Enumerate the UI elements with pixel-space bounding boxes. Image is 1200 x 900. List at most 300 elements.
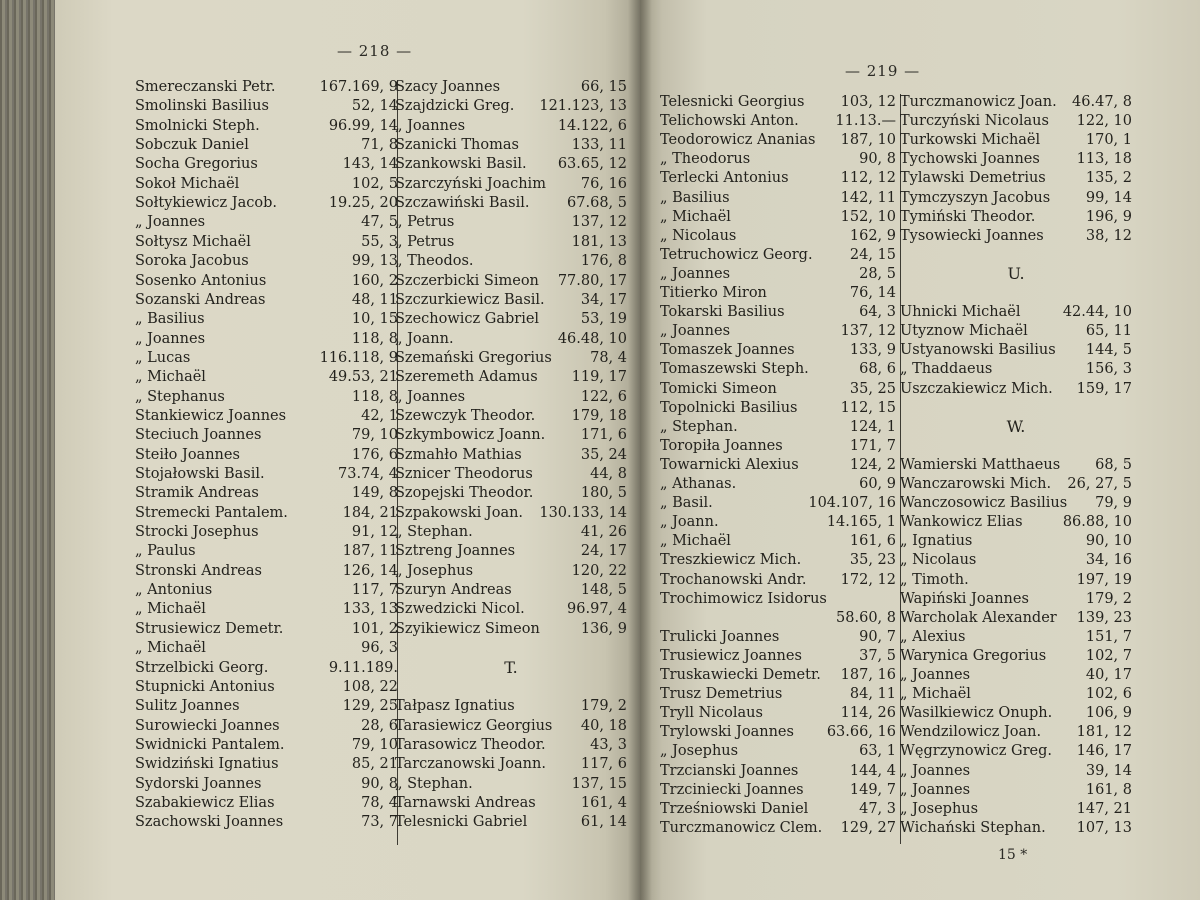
entry-name: Strzelbicki Georg. bbox=[135, 659, 269, 676]
entry-name: Wasilkiewicz Onuph. bbox=[900, 705, 1053, 722]
entry-name: „ Josephus bbox=[660, 743, 739, 760]
left-page-number: — 218 — bbox=[337, 42, 413, 60]
entry-name: Sołtysz Michaël bbox=[135, 233, 251, 250]
entry-name: Socha Gregorius bbox=[135, 156, 258, 173]
entry-pages: 180, 5 bbox=[580, 485, 627, 502]
binding-gutter bbox=[628, 0, 652, 900]
entry-name: Szechowicz Gabriel bbox=[395, 311, 540, 328]
entry-name: „ Nicolaus bbox=[900, 552, 977, 569]
entry-name: Strocki Josephus bbox=[135, 524, 259, 541]
entry-name: Trzciniecki Joannes bbox=[660, 781, 804, 798]
entry-name: „ Joannes bbox=[900, 781, 971, 798]
entry-pages: 136, 9 bbox=[580, 620, 627, 637]
entry-name: Szanicki Thomas bbox=[395, 137, 519, 154]
entry-name: Uszczakiewicz Mich. bbox=[900, 380, 1053, 397]
index-entry bbox=[900, 493, 1132, 513]
index-entry bbox=[660, 722, 896, 742]
index-entry bbox=[135, 561, 398, 581]
entry-pages: 196, 9 bbox=[1085, 208, 1132, 225]
entry-name: „ Basil. bbox=[660, 495, 713, 512]
index-entry bbox=[395, 735, 627, 755]
index-entry bbox=[900, 818, 1132, 838]
index-entry bbox=[135, 793, 398, 813]
entry-name: Warynica Gregorius bbox=[900, 647, 1047, 664]
entry-pages: 121.123, 13 bbox=[539, 98, 627, 115]
index-entry bbox=[395, 329, 627, 349]
index-entry bbox=[900, 608, 1132, 628]
entry-name: Sydorski Joannes bbox=[135, 775, 262, 792]
entry-pages: 28, 6 bbox=[361, 717, 398, 734]
index-entry bbox=[900, 627, 1132, 647]
entry-name: „ Stephan. bbox=[395, 524, 473, 541]
entry-pages: 104.107, 16 bbox=[808, 495, 896, 512]
entry-pages: 142, 11 bbox=[840, 189, 896, 206]
entry-pages: 90, 8 bbox=[859, 151, 896, 168]
entry-name: „ Petrus bbox=[395, 214, 455, 231]
entry-name: Szewczyk Theodor. bbox=[395, 407, 536, 424]
entry-name: Swidziński Ignatius bbox=[135, 756, 279, 773]
index-entry bbox=[660, 550, 896, 570]
index-entry bbox=[395, 812, 627, 832]
entry-pages: 144, 5 bbox=[1085, 342, 1132, 359]
index-entry bbox=[395, 174, 627, 194]
index-entry bbox=[135, 774, 398, 794]
entry-pages: 78, 4 bbox=[361, 794, 398, 811]
entry-pages: 172, 12 bbox=[840, 571, 896, 588]
index-entry bbox=[135, 387, 398, 407]
entry-pages: 156, 3 bbox=[1085, 361, 1132, 378]
entry-pages: 19.25, 20 bbox=[328, 195, 398, 212]
section-letter-heading bbox=[900, 264, 1132, 284]
entry-pages: 129, 27 bbox=[840, 819, 896, 836]
index-entry bbox=[395, 580, 627, 600]
index-entry bbox=[900, 646, 1132, 666]
index-entry bbox=[395, 464, 627, 484]
entry-pages: 28, 5 bbox=[859, 265, 896, 282]
entry-pages: 77.80, 17 bbox=[557, 272, 627, 289]
entry-pages: 48, 11 bbox=[351, 291, 398, 308]
entry-name: Trochanowski Andr. bbox=[660, 571, 807, 588]
index-entry bbox=[900, 512, 1132, 532]
entry-name: Szkymbowicz Joann. bbox=[395, 427, 546, 444]
entry-name: Wankowicz Elias bbox=[900, 514, 1023, 531]
entry-pages: 126, 14 bbox=[342, 562, 398, 579]
index-entry bbox=[660, 761, 896, 781]
index-entry bbox=[395, 77, 627, 97]
index-entry bbox=[900, 245, 1132, 265]
entry-name: „ Basilius bbox=[660, 189, 730, 206]
index-entry bbox=[395, 599, 627, 619]
entry-pages: 171, 6 bbox=[580, 427, 627, 444]
index-entry bbox=[395, 696, 627, 716]
entry-pages: 113, 18 bbox=[1076, 151, 1132, 168]
entry-name: Wendzilowicz Joan. bbox=[900, 724, 1042, 741]
index-entry bbox=[900, 302, 1132, 322]
entry-pages: 112, 15 bbox=[840, 399, 896, 416]
entry-name: Teodorowicz Ananias bbox=[660, 132, 816, 149]
entry-name: Szczawiński Basil. bbox=[395, 195, 530, 212]
entry-pages: 102, 6 bbox=[1085, 686, 1132, 703]
entry-pages: 107, 13 bbox=[1076, 819, 1132, 836]
index-entry bbox=[395, 445, 627, 465]
index-entry bbox=[900, 226, 1132, 246]
entry-pages: 76, 16 bbox=[580, 175, 627, 192]
entry-pages: 44, 8 bbox=[590, 466, 627, 482]
index-entry bbox=[660, 283, 896, 303]
index-entry bbox=[660, 570, 896, 590]
index-entry bbox=[135, 599, 398, 619]
entry-pages: 96, 3 bbox=[361, 640, 398, 657]
entry-name: Szarczyński Joachim bbox=[395, 175, 546, 192]
entry-pages: 181, 13 bbox=[571, 233, 627, 250]
index-entry bbox=[135, 716, 398, 736]
entry-name: Szczurkiewicz Basil. bbox=[395, 291, 545, 308]
entry-pages: 187, 16 bbox=[840, 667, 896, 683]
index-entry bbox=[135, 735, 398, 755]
entry-pages: 85, 21 bbox=[351, 756, 398, 773]
entry-pages: 90, 7 bbox=[859, 628, 896, 645]
index-entry bbox=[660, 818, 896, 838]
entry-pages: 137, 12 bbox=[840, 323, 896, 340]
entry-pages: 161, 4 bbox=[580, 794, 627, 811]
index-entry bbox=[900, 684, 1132, 704]
index-entry bbox=[660, 207, 896, 227]
entry-pages: 35, 25 bbox=[849, 380, 896, 397]
entry-name: Stankiewicz Joannes bbox=[135, 407, 287, 424]
entry-pages: 118, 8 bbox=[351, 388, 398, 405]
index-entry bbox=[135, 290, 398, 310]
index-entry bbox=[135, 677, 398, 697]
index-entry bbox=[660, 512, 896, 532]
entry-pages: 179, 2 bbox=[580, 698, 627, 715]
entry-pages: 65, 11 bbox=[1085, 323, 1132, 340]
entry-name: Tylawski Demetrius bbox=[900, 170, 1046, 187]
index-entry bbox=[395, 406, 627, 426]
index-entry bbox=[395, 522, 627, 542]
index-entry bbox=[395, 135, 627, 155]
entry-pages: 49.53, 21 bbox=[328, 369, 398, 386]
index-entry bbox=[660, 703, 896, 723]
entry-name: Sulitz Joannes bbox=[135, 698, 240, 715]
entry-pages: 79, 9 bbox=[1095, 495, 1132, 512]
index-entry bbox=[900, 531, 1132, 551]
index-entry bbox=[900, 703, 1132, 723]
entry-pages: 60, 9 bbox=[859, 476, 896, 492]
index-entry bbox=[395, 716, 627, 736]
entry-name: Strusiewicz Demetr. bbox=[135, 620, 284, 637]
entry-pages: 139, 23 bbox=[1076, 609, 1132, 626]
entry-pages: 35, 23 bbox=[849, 552, 896, 569]
entry-pages: 42, 1 bbox=[361, 407, 398, 424]
index-entry bbox=[395, 561, 627, 581]
entry-name: „ Timoth. bbox=[900, 571, 969, 588]
index-entry bbox=[900, 550, 1132, 570]
entry-name: Tarasowicz Theodor. bbox=[395, 736, 546, 753]
index-entry bbox=[900, 111, 1132, 131]
entry-name: Sosenko Antonius bbox=[135, 272, 267, 289]
entry-name: Titierko Miron bbox=[660, 285, 767, 301]
index-entry bbox=[660, 379, 896, 399]
entry-name: „ Joannes bbox=[900, 667, 971, 683]
entry-name: Treszkiewicz Mich. bbox=[660, 552, 802, 569]
entry-name: Szwedzicki Nicol. bbox=[395, 601, 525, 618]
entry-pages: 176, 6 bbox=[351, 446, 398, 463]
index-entry bbox=[135, 522, 398, 542]
index-entry bbox=[900, 283, 1132, 303]
index-entry bbox=[660, 340, 896, 360]
entry-pages: 133, 9 bbox=[849, 342, 896, 359]
index-entry bbox=[900, 398, 1132, 418]
entry-pages: 148, 5 bbox=[580, 582, 627, 599]
entry-pages: 68, 6 bbox=[859, 361, 896, 378]
entry-pages: 78, 4 bbox=[590, 349, 627, 366]
entry-pages: 84, 11 bbox=[849, 686, 896, 703]
entry-pages: 9.11.189. bbox=[328, 659, 398, 676]
entry-name: „ Joannes bbox=[135, 214, 206, 231]
index-entry bbox=[900, 780, 1132, 800]
entry-pages: 147, 21 bbox=[1076, 800, 1132, 817]
entry-name: Trulicki Joannes bbox=[660, 628, 780, 645]
entry-pages: 117, 7 bbox=[351, 582, 398, 599]
entry-name: Sztreng Joannes bbox=[395, 543, 516, 560]
entry-name: Sokoł Michaël bbox=[135, 175, 240, 192]
entry-pages: 46.48, 10 bbox=[557, 330, 627, 347]
index-entry bbox=[660, 130, 896, 150]
entry-pages: 112, 12 bbox=[840, 170, 896, 187]
entry-name: Stronski Andreas bbox=[135, 562, 262, 579]
entry-pages: 103, 12 bbox=[840, 94, 896, 110]
entry-name: „ Michaël bbox=[660, 208, 731, 225]
entry-name: Stojałowski Basil. bbox=[135, 466, 265, 482]
entry-pages: 179, 18 bbox=[571, 407, 627, 424]
entry-pages: 137, 15 bbox=[571, 775, 627, 792]
entry-pages: 122, 10 bbox=[1076, 113, 1132, 130]
index-entry bbox=[395, 290, 627, 310]
index-entry bbox=[900, 741, 1132, 761]
index-entry bbox=[395, 793, 627, 813]
index-entry bbox=[135, 445, 398, 465]
entry-pages: 90, 10 bbox=[1085, 533, 1132, 550]
index-entry bbox=[135, 154, 398, 174]
index-entry bbox=[660, 741, 896, 761]
index-entry bbox=[900, 455, 1132, 475]
index-entry bbox=[660, 245, 896, 265]
index-entry bbox=[900, 168, 1132, 188]
entry-name: Tetruchowicz Georg. bbox=[660, 246, 813, 263]
index-entry bbox=[660, 608, 896, 628]
entry-pages: 161, 8 bbox=[1085, 781, 1132, 798]
index-entry bbox=[660, 799, 896, 819]
entry-name: „ Antonius bbox=[135, 582, 213, 599]
index-entry bbox=[395, 425, 627, 445]
entry-pages: 179, 2 bbox=[1085, 590, 1132, 607]
index-entry bbox=[395, 483, 627, 503]
entry-pages: 63.66, 16 bbox=[826, 724, 896, 741]
entry-pages: 41, 26 bbox=[580, 524, 627, 541]
entry-pages: 160, 2 bbox=[351, 272, 398, 289]
entry-pages: 24, 17 bbox=[580, 543, 627, 560]
entry-name: Truskawiecki Demetr. bbox=[660, 667, 821, 683]
index-entry bbox=[900, 321, 1132, 341]
entry-name: Tomaszek Joannes bbox=[660, 342, 795, 359]
index-entry bbox=[900, 379, 1132, 399]
index-entry bbox=[395, 638, 627, 658]
entry-name: Telichowski Anton. bbox=[660, 113, 799, 130]
entry-pages: 64, 3 bbox=[859, 304, 896, 321]
entry-pages: 133, 11 bbox=[571, 137, 627, 154]
entry-pages: 114, 26 bbox=[840, 705, 896, 722]
entry-pages: 130.133, 14 bbox=[539, 504, 627, 521]
index-entry bbox=[660, 665, 896, 685]
entry-pages: 176, 8 bbox=[580, 253, 627, 270]
entry-pages: 96.99, 14 bbox=[328, 117, 398, 134]
index-entry bbox=[660, 92, 896, 112]
index-entry bbox=[660, 111, 896, 131]
index-entry bbox=[135, 348, 398, 368]
index-entry bbox=[395, 96, 627, 116]
index-entry bbox=[900, 761, 1132, 781]
entry-pages: 71, 8 bbox=[361, 137, 398, 154]
entry-name: Szczerbicki Simeon bbox=[395, 272, 539, 289]
entry-pages: 146, 17 bbox=[1076, 743, 1132, 760]
entry-name: „ Michaël bbox=[135, 640, 206, 657]
index-entry bbox=[135, 116, 398, 136]
right-page-number: — 219 — bbox=[845, 62, 921, 80]
entry-pages: 159, 17 bbox=[1076, 380, 1132, 397]
index-entry bbox=[135, 483, 398, 503]
entry-pages: 184, 21 bbox=[342, 504, 398, 521]
entry-pages: 133, 13 bbox=[342, 601, 398, 618]
index-entry bbox=[135, 77, 398, 97]
entry-pages: 187, 10 bbox=[840, 132, 896, 149]
index-entry bbox=[395, 503, 627, 523]
index-entry bbox=[660, 780, 896, 800]
entry-name: Sozanski Andreas bbox=[135, 291, 266, 308]
entry-name: Stupnicki Antonius bbox=[135, 678, 275, 695]
entry-name: „ Basilius bbox=[135, 311, 205, 328]
entry-pages: 35, 24 bbox=[580, 446, 627, 463]
index-entry bbox=[900, 92, 1132, 112]
entry-name: Steiło Joannes bbox=[135, 446, 240, 463]
entry-name: „ Ignatius bbox=[900, 533, 973, 550]
index-entry bbox=[135, 425, 398, 445]
entry-name: Tymiński Theodor. bbox=[900, 208, 1036, 225]
entry-pages: 187, 11 bbox=[342, 543, 398, 560]
entry-name: Szabakiewicz Elias bbox=[135, 794, 275, 811]
index-entry bbox=[395, 251, 627, 271]
index-entry bbox=[135, 696, 398, 716]
entry-name: Wapiński Joannes bbox=[900, 590, 1029, 607]
entry-pages: 40, 18 bbox=[580, 717, 627, 734]
entry-name: „ Petrus bbox=[395, 233, 455, 250]
entry-name: „ Michaël bbox=[135, 369, 206, 386]
entry-pages: 152, 10 bbox=[840, 208, 896, 225]
index-entry bbox=[660, 627, 896, 647]
left-column-2 bbox=[395, 77, 627, 857]
index-entry bbox=[900, 436, 1132, 456]
entry-name: „ Josephus bbox=[395, 562, 474, 579]
entry-name: „ Joann. bbox=[395, 330, 454, 347]
section-letter-heading bbox=[900, 417, 1132, 437]
index-entry bbox=[660, 149, 896, 169]
index-entry bbox=[395, 212, 627, 232]
entry-pages: 11.13.— bbox=[835, 113, 896, 130]
entry-pages: 24, 15 bbox=[849, 246, 896, 263]
index-entry bbox=[135, 658, 398, 678]
index-entry bbox=[135, 812, 398, 832]
entry-pages: 43, 3 bbox=[590, 736, 627, 753]
entry-name: Turkowski Michaël bbox=[900, 132, 1041, 149]
index-entry bbox=[660, 188, 896, 208]
entry-pages: 101, 2 bbox=[351, 620, 398, 637]
index-entry bbox=[395, 116, 627, 136]
index-entry bbox=[135, 541, 398, 561]
entry-name: Tokarski Basilius bbox=[660, 304, 785, 321]
entry-pages: 61, 14 bbox=[580, 814, 627, 831]
entry-name: Tysowiecki Joannes bbox=[900, 227, 1044, 244]
section-letter: W. bbox=[1006, 416, 1026, 436]
entry-pages: 161, 6 bbox=[849, 533, 896, 550]
entry-name: „ Lucas bbox=[135, 349, 191, 366]
index-entry bbox=[395, 309, 627, 329]
entry-pages: 55, 3 bbox=[361, 233, 398, 250]
section-letter: T. bbox=[504, 657, 518, 677]
entry-name: Szajdzicki Greg. bbox=[395, 98, 515, 115]
entry-name: Wanczosowicz Basilius bbox=[900, 495, 1068, 512]
index-entry bbox=[660, 226, 896, 246]
index-entry bbox=[900, 207, 1132, 227]
entry-pages: 122, 6 bbox=[580, 388, 627, 405]
index-entry bbox=[660, 264, 896, 284]
entry-name: „ Michaël bbox=[900, 686, 971, 703]
entry-pages: 34, 16 bbox=[1085, 552, 1132, 569]
entry-name: Tarczanowski Joann. bbox=[395, 756, 546, 773]
entry-pages: 79, 10 bbox=[351, 427, 398, 444]
section-letter: U. bbox=[1007, 263, 1025, 283]
entry-pages: 167.169, 9 bbox=[319, 79, 398, 95]
entry-pages: 52, 14 bbox=[351, 98, 398, 115]
entry-pages: 42.44, 10 bbox=[1062, 304, 1132, 321]
entry-pages: 96.97, 4 bbox=[567, 601, 627, 618]
entry-pages: 102, 5 bbox=[351, 175, 398, 192]
index-entry bbox=[135, 309, 398, 329]
entry-name: Surowiecki Joannes bbox=[135, 717, 280, 734]
entry-pages: 181, 12 bbox=[1076, 724, 1132, 741]
entry-pages: 26, 27, 5 bbox=[1067, 476, 1132, 492]
entry-name: Telesnicki Gabriel bbox=[395, 814, 528, 831]
index-entry bbox=[135, 406, 398, 426]
entry-pages: 47, 3 bbox=[859, 800, 896, 817]
entry-pages: 119, 17 bbox=[571, 369, 627, 386]
entry-name: „ Joannes bbox=[900, 762, 971, 779]
entry-name: „ Thaddaeus bbox=[900, 361, 993, 378]
index-entry bbox=[660, 493, 896, 513]
index-entry bbox=[660, 302, 896, 322]
entry-name: Turczmanowicz Joan. bbox=[900, 94, 1057, 110]
index-entry bbox=[395, 677, 627, 697]
entry-pages: 151, 7 bbox=[1085, 628, 1132, 645]
entry-name: Swidnicki Pantalem. bbox=[135, 736, 285, 753]
index-entry bbox=[900, 130, 1132, 150]
entry-name: Wanczarowski Mich. bbox=[900, 476, 1052, 492]
entry-pages: 66, 15 bbox=[580, 79, 627, 95]
entry-pages: 14.122, 6 bbox=[557, 117, 627, 134]
entry-name: Towarnicki Alexius bbox=[660, 456, 799, 473]
entry-name: „ Josephus bbox=[900, 800, 979, 817]
index-entry bbox=[660, 474, 896, 494]
index-entry bbox=[900, 570, 1132, 590]
entry-pages: 108, 22 bbox=[342, 678, 398, 695]
